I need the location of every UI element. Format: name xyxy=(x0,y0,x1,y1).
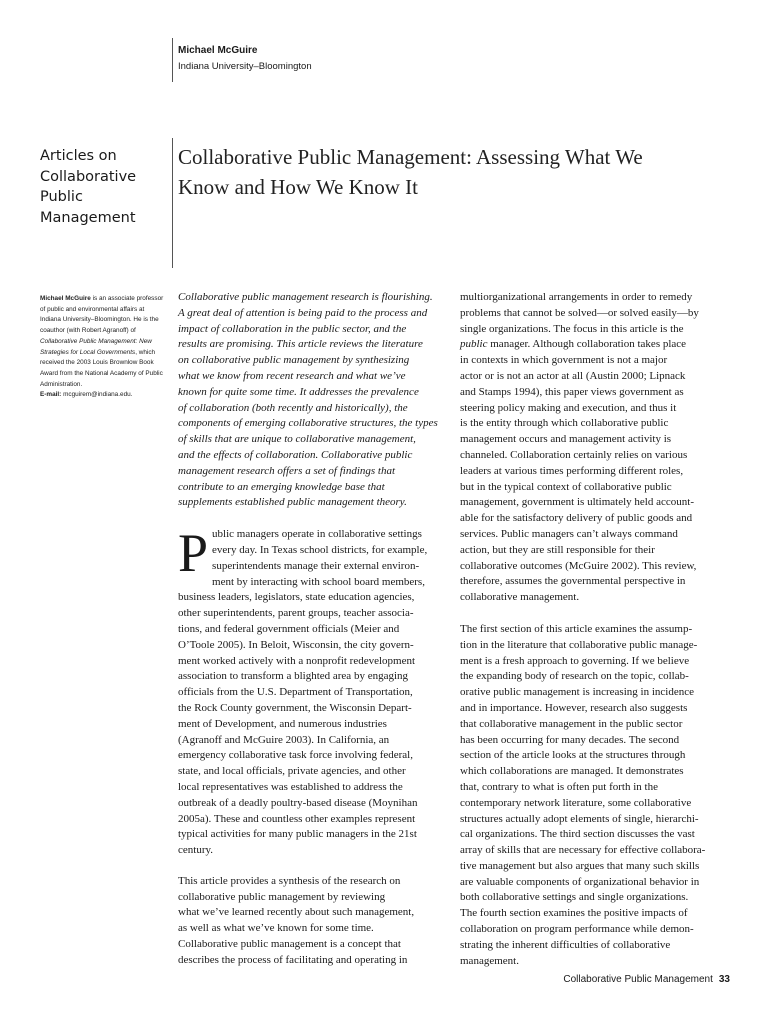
text-line: tive management but also argues that many such skills xyxy=(460,859,700,872)
spacer xyxy=(178,511,440,527)
left-column xyxy=(178,290,440,969)
text-line: ublic managers operate in collaborative settings xyxy=(212,528,422,541)
section-label-line: Public xyxy=(40,189,83,205)
text-line: ment worked actively with a nonprofit redevelopment xyxy=(178,654,416,667)
article-title xyxy=(178,142,708,202)
article-title-line: Collaborative Public Management: Assessing What We xyxy=(178,145,643,169)
text-line: contemporary network literature, some collaborative xyxy=(460,796,692,809)
page-footer xyxy=(480,974,730,985)
text-line: local representatives was established to address the xyxy=(178,780,403,793)
text-line: the Rock County government, the Wisconsin Depart- xyxy=(178,701,412,714)
text-line: ment of Development, and numerous industries xyxy=(178,717,387,730)
text-line: emergency collaborative task force involving federal, xyxy=(178,749,413,762)
text-line: The first section of this article examines the assump- xyxy=(460,622,693,635)
bio-text-part: is an associate professor of public and environmental affairs at Indiana University–Bloomington. He is the coauthor (with Robert Agranoff) of xyxy=(40,295,164,335)
synthesis-paragraph xyxy=(178,874,440,969)
text-line: able for the satisfactory delivery of public goods and xyxy=(460,512,693,525)
text-line: typical activities for many public managers in the 21st xyxy=(178,828,417,841)
text-line: of skills that are unique to collaborative management, xyxy=(178,433,416,446)
text-line: but in the typical context of collaborative public xyxy=(460,480,672,493)
author-bio xyxy=(40,294,165,401)
text-line: and Stamps 1994), this paper views government as xyxy=(460,385,684,398)
text-line: components of emerging collaborative structures, the types xyxy=(178,417,438,430)
bio-email xyxy=(40,390,165,401)
text-line: O’Toole 2005). In Beloit, Wisconsin, the city govern- xyxy=(178,638,414,651)
text-line: state, and local officials, private agencies, and other xyxy=(178,765,406,778)
text-line: actor or is not an actor at all (Austin 2000; Lipnack xyxy=(460,369,686,382)
text-line: The fourth section examines the positive impacts of xyxy=(460,907,688,920)
text-line: services. Public managers can’t always command xyxy=(460,527,678,540)
running-title: Collaborative Public Management xyxy=(563,974,713,985)
text-line: other superintendents, parent groups, teacher associa- xyxy=(178,607,414,620)
text-line: the expanding body of research on the topic, collab- xyxy=(460,670,689,683)
text-line: business leaders, legislators, state education agencies, xyxy=(178,591,415,604)
bio-name: Michael McGuire xyxy=(40,295,91,302)
text-line: contribute to an emerging knowledge base that xyxy=(178,480,385,493)
text-line: ment by interacting with school board members, xyxy=(212,575,425,588)
text-line: that, contrary to what is often put forth in the xyxy=(460,780,658,793)
page-number: 33 xyxy=(718,974,730,985)
article-title-line: Know and How We Know It xyxy=(178,175,418,199)
author-name: Michael McGuire xyxy=(178,45,258,56)
author-affiliation: Indiana University–Bloomington xyxy=(178,61,312,72)
section-label-line: Collaborative xyxy=(40,168,137,185)
text-line: multiorganizational arrangements in order to remedy xyxy=(460,291,693,303)
text-line: which collaborations are managed. It demonstrates xyxy=(460,765,684,778)
text-line: structures actually adopt elements of single, hierarchi- xyxy=(460,812,699,825)
text-line: channeled. Collaboration certainly relies on various xyxy=(460,448,688,461)
text-line: supplements established public management theory. xyxy=(178,496,407,509)
emphasis: public xyxy=(460,338,488,351)
focus-paragraph xyxy=(460,290,730,606)
text-line: collaborative public management by reviewing xyxy=(178,890,386,903)
text-line: management occurs and management activity is xyxy=(460,433,672,446)
text-line: and in importance. However, research also suggests xyxy=(460,701,688,714)
text-line: management research offers a set of findings that xyxy=(178,464,396,477)
text-line: in contexts in which government is not a major xyxy=(460,354,668,367)
text-line: single organizations. The focus in this article is the xyxy=(460,322,684,335)
text-line: cal organizations. The third section discusses the vast xyxy=(460,828,695,841)
title-divider-line xyxy=(172,138,173,268)
intro-paragraph xyxy=(178,523,440,859)
text-line: has been occurring for many decades. The second xyxy=(460,733,680,746)
text-line: tions, and federal government officials (Meier and xyxy=(178,622,400,635)
author-block xyxy=(178,44,578,73)
text-line: every day. In Texas school districts, for example, xyxy=(212,543,428,556)
spacer xyxy=(178,859,440,874)
text-line: on collaborative public management by synthesizing xyxy=(178,354,410,367)
text-line: collaborative outcomes (McGuire 2002). This review, xyxy=(460,559,697,572)
right-column xyxy=(460,290,730,969)
text-line: both collaborative settings and single organizations. xyxy=(460,891,689,904)
text-line: steering policy making and execution, and thus it xyxy=(460,401,677,414)
text-line: orative public management is increasing in incidence xyxy=(460,686,694,699)
spacer xyxy=(460,606,730,622)
text-line: Collaborative public management is a concept that xyxy=(178,938,401,951)
text-line: action, but they are still responsible for their xyxy=(460,543,655,556)
text-line: management. xyxy=(460,954,519,967)
email-address: mcguirem@indiana.edu. xyxy=(61,391,133,399)
text-line: ment is a fresh approach to governing. If we believe xyxy=(460,654,690,667)
text-line: superintendents manage their external environ- xyxy=(212,559,420,572)
text-line: what we know from recent research and what we’ve xyxy=(178,369,406,382)
text-line: section of the article looks at the structures through xyxy=(460,749,686,762)
section-label xyxy=(40,146,165,228)
text-line: A great deal of attention is being paid to the process and xyxy=(178,306,428,319)
text-line: century. xyxy=(178,844,214,857)
text-line: impact of collaboration in the public sector, and the xyxy=(178,322,407,335)
text-line xyxy=(460,337,730,353)
text-line: problems that cannot be solved—or solved easily—by xyxy=(460,306,699,319)
sections-paragraph xyxy=(460,622,730,970)
bio-text-part: , which received the 2003 Louis Brownlow Book Award from the National Academy of Public Administration. xyxy=(40,348,163,388)
section-label-line: Articles on xyxy=(40,148,117,164)
header-divider-line xyxy=(172,38,173,82)
text-line: leaders at various times performing different roles, xyxy=(460,464,684,477)
text-line: collaborative management. xyxy=(460,591,580,604)
text-line: are valuable components of organizational behavior in xyxy=(460,875,700,888)
bio-text xyxy=(40,294,165,390)
text-line: that collaborative management in the public sector xyxy=(460,717,683,730)
text-line: This article provides a synthesis of the research on xyxy=(178,874,401,887)
text-line: results are promising. This article reviews the literature xyxy=(178,338,423,351)
text-line: of collaboration (both recently and historically), the xyxy=(178,401,408,414)
text-span: manager. Although collaboration takes place xyxy=(487,338,687,351)
drop-cap: P xyxy=(178,523,209,584)
text-line: management, government is ultimately held account- xyxy=(460,496,694,509)
text-line: array of skills that are necessary for effective collabora- xyxy=(460,844,706,857)
text-line: describes the process of facilitating and operating in xyxy=(178,953,408,966)
text-line: as well as what we’ve known for some time. xyxy=(178,922,374,935)
abstract xyxy=(178,290,440,511)
text-line: outbreak of a deadly poultry-based disease (Moynihan xyxy=(178,796,418,809)
text-line: what we’ve learned recently about such management, xyxy=(178,906,415,919)
text-line: association to transform a blighted area by engaging xyxy=(178,670,409,683)
text-line: 2005a). These and countless other examples represent xyxy=(178,812,416,825)
text-line: (Agranoff and McGuire 2003). In California, an xyxy=(178,733,390,746)
bio-book-title: Collaborative Public Management: New Strategies for Local Governments xyxy=(40,337,152,356)
text-line: is the entity through which collaborative public xyxy=(460,417,669,430)
text-line: officials from the U.S. Department of Transportation, xyxy=(178,686,413,699)
text-line: and the effects of collaboration. Collaborative public xyxy=(178,448,413,461)
text-line: Collaborative public management research is flourishing. xyxy=(178,291,433,303)
text-line: tion in the literature that collaborative public manage- xyxy=(460,638,698,651)
text-line: therefore, assumes the governmental perspective in xyxy=(460,575,686,588)
section-label-line: Management xyxy=(40,209,136,226)
email-label: E-mail: xyxy=(40,391,62,399)
text-line: strating the inherent difficulties of collaborative xyxy=(460,938,671,951)
text-line: known for quite some time. It addresses the prevalence xyxy=(178,385,419,398)
text-line: collaboration on program performance while demon- xyxy=(460,923,694,936)
